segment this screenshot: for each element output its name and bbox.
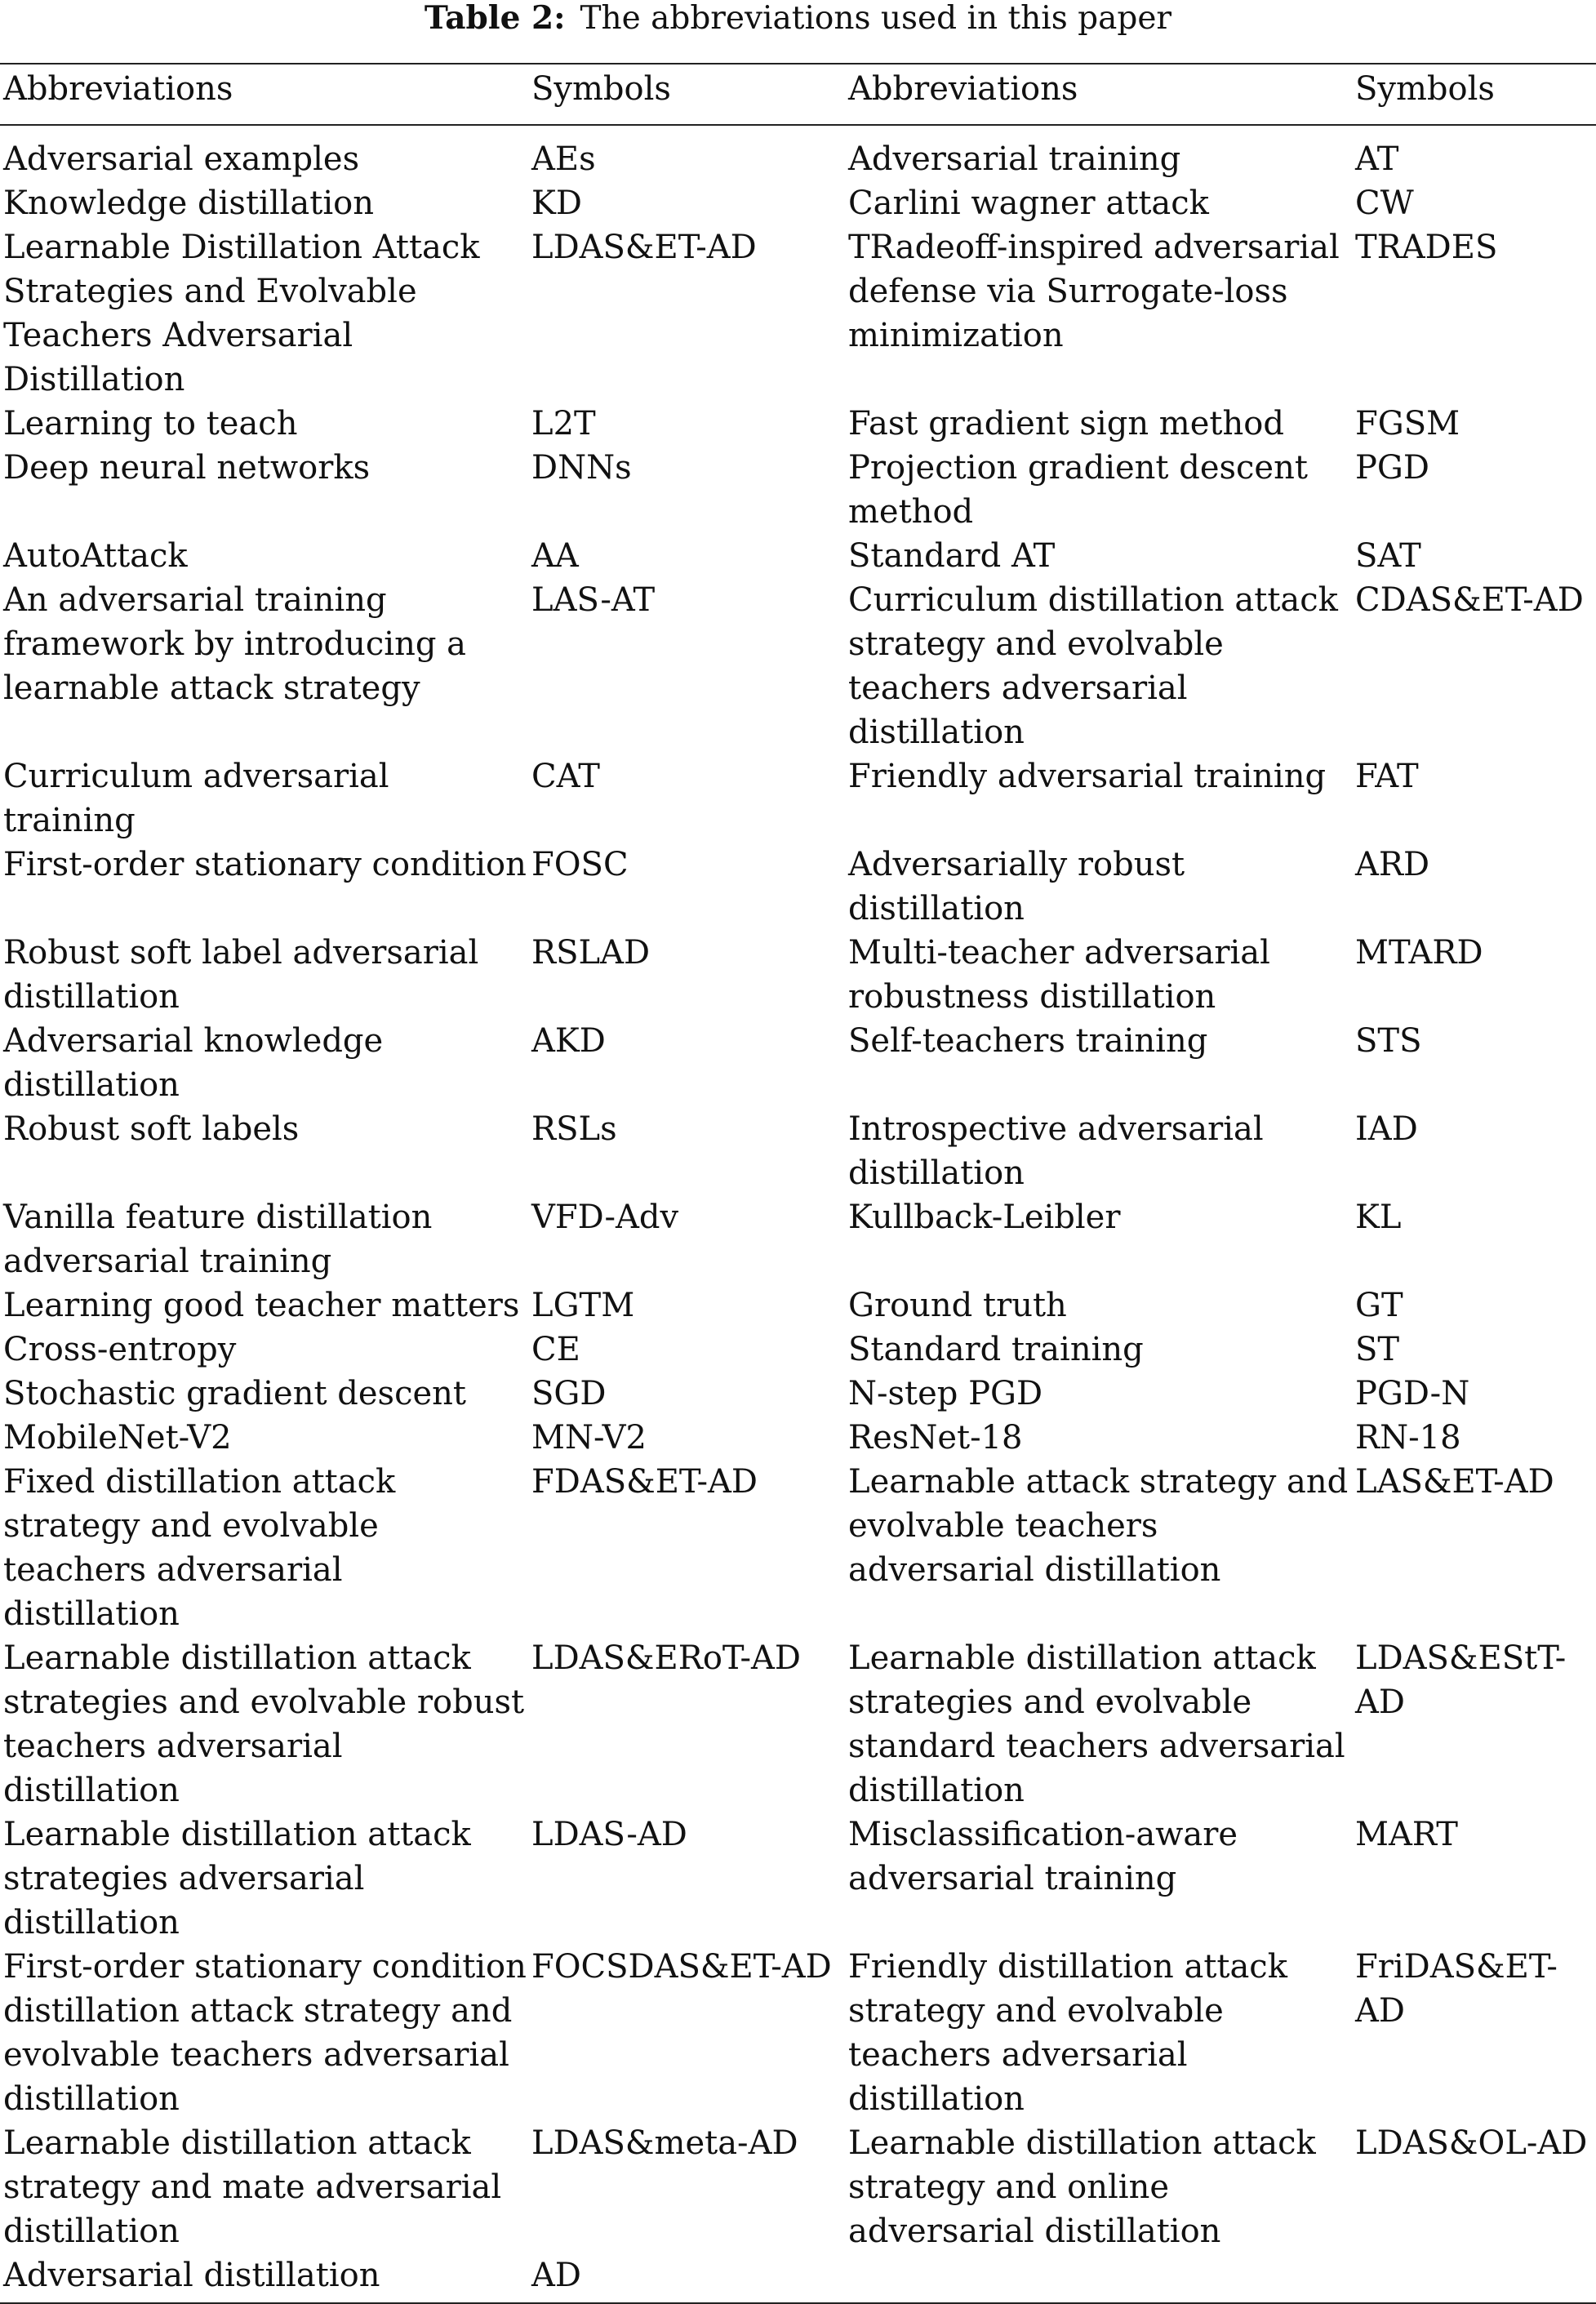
table-row [0,402,1596,446]
abbreviation-cell: Kullback-Leibler [848,1199,1121,1236]
header-symbols-1: Symbols [531,70,671,108]
abbreviation-cell: Carlini wagner attack [848,185,1209,222]
symbol-cell: CE [531,1331,580,1368]
header-row [0,64,1596,125]
symbol-cell: FDAS&ET-AD [531,1463,758,1501]
abbreviation-cell: Multi-teacher adversarial robustness distillation [848,934,1270,1016]
table-row [0,225,1596,402]
symbol-cell [1352,2253,1596,2303]
abbreviation-cell: Learnable distillation attack strategy and mate adversarial distillation [3,2124,502,2250]
abbreviation-cell: An adversarial training framework by introducing a learnable attack strategy [3,581,467,707]
table-row [0,2253,1596,2303]
abbreviation-cell: Standard training [848,1331,1144,1368]
abbreviation-cell: Stochastic gradient descent [3,1375,466,1412]
table-row [0,578,1596,754]
abbreviation-cell: Robust soft label adversarial distillation [3,934,479,1016]
abbreviations-table [0,63,1596,2304]
symbol-cell: PGD-N [1355,1375,1470,1412]
symbol-cell: LDAS&EStT-AD [1355,1639,1567,1721]
abbreviation-cell: Learnable Distillation Attack Strategies and Evolvable Teachers Adversarial Distillation [3,229,480,398]
abbreviation-cell: Adversarial distillation [3,2257,380,2294]
symbol-cell: LDAS-AD [531,1816,687,1853]
abbreviation-cell: Standard AT [848,537,1056,575]
abbreviation-cell: AutoAttack [3,537,188,575]
table-row [0,181,1596,225]
symbol-cell: ST [1355,1331,1400,1368]
symbol-cell: VFD-Adv [531,1199,679,1236]
table-row [0,1107,1596,1195]
table-row [0,125,1596,181]
symbol-cell: PGD [1355,449,1429,487]
abbreviation-cell: Self-teachers training [848,1022,1208,1060]
abbreviation-cell: Cross-entropy [3,1331,237,1368]
symbol-cell: RSLs [531,1110,617,1148]
abbreviation-cell: ResNet-18 [848,1419,1023,1457]
abbreviation-cell: Misclassification-aware adversarial training [848,1816,1238,1897]
symbol-cell: KD [531,185,582,222]
abbreviation-cell: Vanilla feature distillation adversarial training [3,1199,433,1280]
table-row [0,754,1596,843]
abbreviation-cell: Friendly distillation attack strategy and evolvable teachers adversarial distillation [848,1948,1287,2118]
table-row [0,1195,1596,1283]
header-symbols-2: Symbols [1355,70,1495,108]
abbreviation-cell: Learnable distillation attack strategies adversarial distillation [3,1816,471,1941]
symbol-cell: LDAS&ERoT-AD [531,1639,801,1677]
symbol-cell: RSLAD [531,934,651,972]
symbol-cell: LAS-AT [531,581,656,619]
symbol-cell: CDAS&ET-AD [1355,581,1584,619]
table-row [0,1813,1596,1945]
abbreviation-cell: Ground truth [848,1287,1067,1324]
abbreviation-cell: Fast gradient sign method [848,405,1284,443]
table-caption [0,0,1596,41]
symbol-cell: AKD [531,1022,606,1060]
symbol-cell: FriDAS&ET-AD [1355,1948,1558,2030]
abbreviation-cell: Adversarial training [848,140,1181,178]
abbreviation-cell: Projection gradient descent method [848,449,1308,531]
abbreviation-cell: Curriculum adversarial training [3,758,389,839]
table-row [0,2121,1596,2253]
table-row [0,1636,1596,1813]
symbol-cell: AD [531,2257,581,2294]
abbreviation-cell: Adversarially robust distillation [848,846,1185,927]
symbol-cell: MN-V2 [531,1419,647,1457]
symbol-cell: CAT [531,758,600,795]
abbreviation-cell: Learnable attack strategy and evolvable teachers adversarial distillation [848,1463,1349,1589]
symbol-cell: RN-18 [1355,1419,1461,1457]
abbreviation-cell: Knowledge distillation [3,185,374,222]
table-row [0,1283,1596,1328]
abbreviation-cell: MobileNet-V2 [3,1419,232,1457]
symbol-cell: MART [1355,1816,1458,1853]
table-body [0,125,1596,2303]
symbol-cell: SAT [1355,537,1421,575]
symbol-cell: CW [1355,185,1414,222]
abbreviation-cell: Learning good teacher matters [3,1287,520,1324]
abbreviation-cell: Introspective adversarial distillation [848,1110,1264,1192]
symbol-cell: LDAS&meta-AD [531,2124,798,2162]
abbreviation-cell: Learnable distillation attack strategies and evolvable robust teachers adversarial distillation [3,1639,525,1809]
table-row [0,1372,1596,1416]
header-abbreviations-2: Abbreviations [848,70,1078,108]
table-row [0,1945,1596,2121]
symbol-cell: FOCSDAS&ET-AD [531,1948,832,1986]
symbol-cell: KL [1355,1199,1402,1236]
symbol-cell: ARD [1355,846,1430,883]
abbreviation-cell: First-order stationary condition [3,846,527,883]
abbreviation-cell: Robust soft labels [3,1110,300,1148]
table-row [0,843,1596,931]
abbreviation-cell: Fixed distillation attack strategy and evolvable teachers adversarial distillation [3,1463,396,1633]
symbol-cell: SGD [531,1375,607,1412]
table-row [0,1416,1596,1460]
abbreviation-cell: Curriculum distillation attack strategy and evolvable teachers adversarial distillation [848,581,1338,751]
symbol-cell: LDAS&OL-AD [1355,2124,1588,2162]
abbreviation-cell: Learnable distillation attack strategy and online adversarial distillation [848,2124,1316,2250]
symbol-cell: IAD [1355,1110,1418,1148]
symbol-cell: FOSC [531,846,629,883]
symbol-cell: L2T [531,405,596,443]
symbol-cell: FGSM [1355,405,1460,443]
table-row [0,1460,1596,1636]
symbol-cell: AEs [531,140,596,178]
symbol-cell: LDAS&ET-AD [531,229,757,266]
table-row [0,534,1596,578]
header-abbreviations-1: Abbreviations [3,70,233,108]
symbol-cell: TRADES [1355,229,1498,266]
abbreviation-cell: Learning to teach [3,405,298,443]
symbol-cell: LGTM [531,1287,635,1324]
symbol-cell: AA [531,537,579,575]
symbol-cell: AT [1355,140,1399,178]
caption-text: The abbreviations used in this paper [580,0,1172,37]
symbol-cell: MTARD [1355,934,1483,972]
table-row [0,446,1596,534]
table-row [0,1019,1596,1107]
abbreviation-cell: N-step PGD [848,1375,1043,1412]
table-row [0,931,1596,1019]
table-row [0,1328,1596,1372]
abbreviation-cell: Adversarial examples [3,140,360,178]
abbreviation-cell: Deep neural networks [3,449,371,487]
symbol-cell: DNNs [531,449,632,487]
symbol-cell: LAS&ET-AD [1355,1463,1554,1501]
symbol-cell: GT [1355,1287,1403,1324]
abbreviation-cell: Learnable distillation attack strategies and evolvable standard teachers adversarial distillation [848,1639,1345,1809]
abbreviation-cell: TRadeoff-inspired adversarial defense via Surrogate-loss minimization [848,229,1340,354]
symbol-cell: FAT [1355,758,1419,795]
abbreviation-cell: First-order stationary condition distillation attack strategy and evolvable teachers adversarial distillation [3,1948,527,2118]
symbol-cell: STS [1355,1022,1422,1060]
abbreviation-cell: Friendly adversarial training [848,758,1327,795]
caption-label: Table 2: [424,0,566,37]
abbreviation-cell: Adversarial knowledge distillation [3,1022,384,1104]
abbreviation-cell [845,2253,1352,2303]
